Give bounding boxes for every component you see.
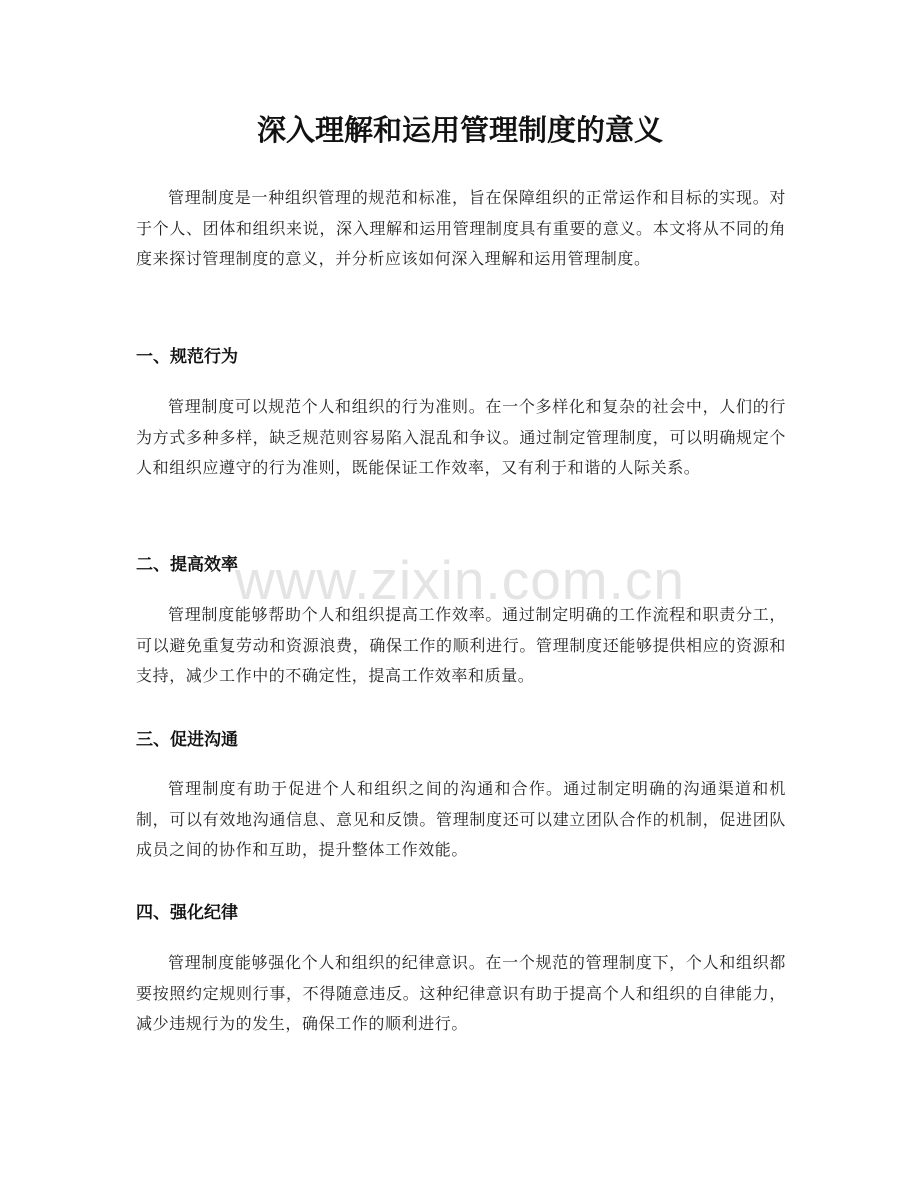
watermark-text: www.zixin.com.cn — [235, 549, 685, 611]
section-heading-1: 一、规范行为 — [136, 347, 238, 367]
section-heading-2: 二、提高效率 — [136, 555, 238, 575]
section-body-4: 管理制度能够强化个人和组织的纪律意识。在一个规范的管理制度下，个人和组织都要按照约定规则行事，不得随意违反。这种纪律意识有助于提高个人和组织的自律能力，减少违规行为的发生，确保工作的顺利进行。 — [136, 953, 786, 1033]
section-body-3: 管理制度有助于促进个人和组织之间的沟通和合作。通过制定明确的沟通渠道和机制，可以有效地沟通信息、意见和反馈。管理制度还可以建立团队合作的机制，促进团队成员之间的协作和互助，提升整体工作效能。 — [136, 779, 786, 859]
section-heading-3: 三、促进沟通 — [136, 730, 238, 750]
section-body-1: 管理制度可以规范个人和组织的行为准则。在一个多样化和复杂的社会中，人们的行为方式多种多样，缺乏规范则容易陷入混乱和争议。通过制定管理制度，可以明确规定个人和组织应遵守的行为准则，既能保证工作效率，又有利于和谐的人际关系。 — [136, 397, 786, 477]
section-body-2: 管理制度能够帮助个人和组织提高工作效率。通过制定明确的工作流程和职责分工，可以避免重复劳动和资源浪费，确保工作的顺利进行。管理制度还能够提供相应的资源和支持，减少工作中的不确定性，提高工作效率和质量。 — [136, 605, 786, 685]
intro-paragraph: 管理制度是一种组织管理的规范和标准，旨在保障组织的正常运作和目标的实现。对于个人、团体和组织来说，深入理解和运用管理制度具有重要的意义。本文将从不同的角度来探讨管理制度的意义，并分析应该如何深入理解和运用管理制度。 — [136, 188, 786, 268]
document-title: 深入理解和运用管理制度的意义 — [256, 113, 663, 147]
section-heading-4: 四、强化纪律 — [136, 903, 238, 923]
